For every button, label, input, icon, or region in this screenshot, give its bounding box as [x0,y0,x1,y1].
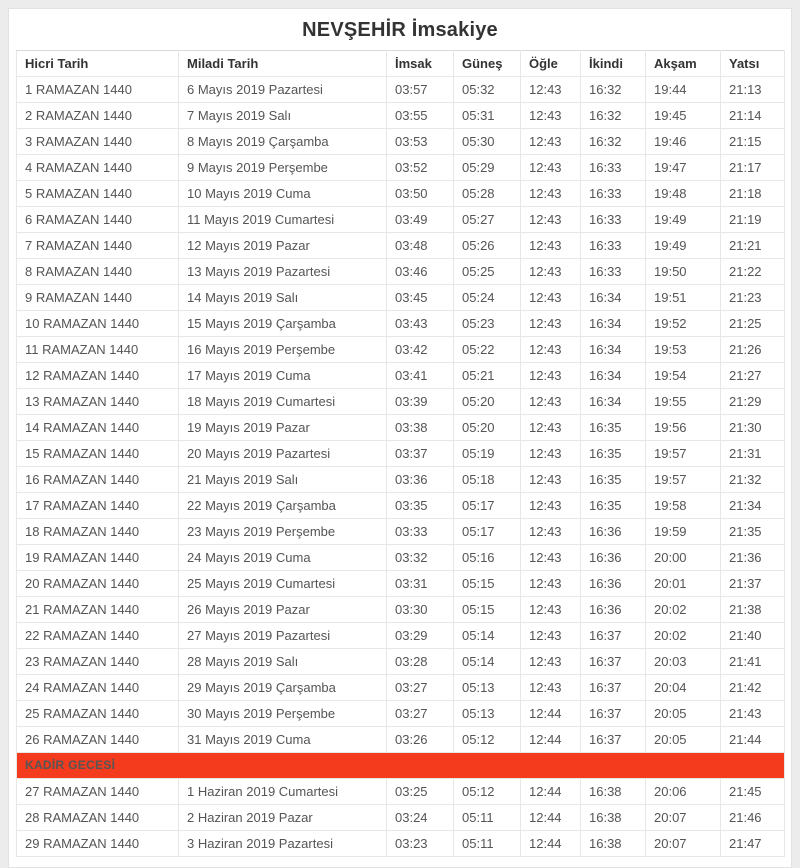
cell-gunes: 05:11 [454,805,521,831]
table-header-row [17,51,785,77]
cell-gunes: 05:12 [454,727,521,753]
column-header-2: İmsak [387,51,454,77]
cell-ogle: 12:43 [521,623,581,649]
cell-imsak: 03:36 [387,467,454,493]
cell-miladi: 20 Mayıs 2019 Pazartesi [179,441,387,467]
cell-miladi: 17 Mayıs 2019 Cuma [179,363,387,389]
cell-ogle: 12:43 [521,259,581,285]
cell-ikindi: 16:37 [581,649,646,675]
cell-gunes: 05:18 [454,467,521,493]
cell-ikindi: 16:34 [581,311,646,337]
cell-yatsi: 21:45 [721,779,785,805]
cell-imsak: 03:38 [387,415,454,441]
cell-imsak: 03:52 [387,155,454,181]
cell-aksam: 20:07 [646,831,721,857]
cell-aksam: 19:48 [646,181,721,207]
cell-ogle: 12:43 [521,389,581,415]
table-row [17,779,785,805]
cell-yatsi: 21:37 [721,571,785,597]
column-header-3: Güneş [454,51,521,77]
cell-yatsi: 21:18 [721,181,785,207]
cell-imsak: 03:43 [387,311,454,337]
cell-miladi: 19 Mayıs 2019 Pazar [179,415,387,441]
cell-gunes: 05:31 [454,103,521,129]
cell-hicri: 7 RAMAZAN 1440 [17,233,179,259]
cell-aksam: 19:47 [646,155,721,181]
cell-aksam: 19:56 [646,415,721,441]
table-row [17,415,785,441]
table-row [17,103,785,129]
cell-yatsi: 21:42 [721,675,785,701]
cell-aksam: 19:54 [646,363,721,389]
cell-miladi: 6 Mayıs 2019 Pazartesi [179,77,387,103]
cell-yatsi: 21:38 [721,597,785,623]
table-row [17,233,785,259]
cell-miladi: 21 Mayıs 2019 Salı [179,467,387,493]
cell-yatsi: 21:47 [721,831,785,857]
cell-ogle: 12:43 [521,363,581,389]
cell-aksam: 19:49 [646,207,721,233]
cell-aksam: 20:02 [646,597,721,623]
cell-gunes: 05:17 [454,519,521,545]
cell-imsak: 03:50 [387,181,454,207]
cell-miladi: 7 Mayıs 2019 Salı [179,103,387,129]
cell-imsak: 03:27 [387,701,454,727]
cell-yatsi: 21:41 [721,649,785,675]
cell-ogle: 12:43 [521,415,581,441]
cell-aksam: 19:58 [646,493,721,519]
cell-hicri: 27 RAMAZAN 1440 [17,779,179,805]
cell-hicri: 16 RAMAZAN 1440 [17,467,179,493]
cell-miladi: 11 Mayıs 2019 Cumartesi [179,207,387,233]
cell-miladi: 12 Mayıs 2019 Pazar [179,233,387,259]
cell-hicri: 8 RAMAZAN 1440 [17,259,179,285]
cell-imsak: 03:42 [387,337,454,363]
cell-miladi: 22 Mayıs 2019 Çarşamba [179,493,387,519]
cell-hicri: 25 RAMAZAN 1440 [17,701,179,727]
cell-imsak: 03:27 [387,675,454,701]
page-title: NEVŞEHİR İmsakiye [302,19,498,41]
cell-ikindi: 16:36 [581,545,646,571]
cell-imsak: 03:28 [387,649,454,675]
cell-aksam: 19:55 [646,389,721,415]
table-row [17,181,785,207]
cell-ikindi: 16:35 [581,441,646,467]
cell-gunes: 05:19 [454,441,521,467]
cell-aksam: 20:00 [646,545,721,571]
table-row [17,519,785,545]
cell-ikindi: 16:33 [581,233,646,259]
cell-imsak: 03:55 [387,103,454,129]
cell-miladi: 23 Mayıs 2019 Perşembe [179,519,387,545]
table-row [17,701,785,727]
cell-ogle: 12:43 [521,571,581,597]
cell-miladi: 2 Haziran 2019 Pazar [179,805,387,831]
cell-ikindi: 16:37 [581,623,646,649]
cell-miladi: 24 Mayıs 2019 Cuma [179,545,387,571]
cell-ikindi: 16:36 [581,597,646,623]
cell-gunes: 05:24 [454,285,521,311]
cell-aksam: 19:49 [646,233,721,259]
cell-gunes: 05:15 [454,571,521,597]
cell-aksam: 20:07 [646,805,721,831]
cell-hicri: 4 RAMAZAN 1440 [17,155,179,181]
cell-aksam: 19:57 [646,467,721,493]
cell-ikindi: 16:32 [581,77,646,103]
cell-gunes: 05:13 [454,701,521,727]
table-row [17,311,785,337]
cell-ikindi: 16:36 [581,519,646,545]
cell-hicri: 14 RAMAZAN 1440 [17,415,179,441]
cell-hicri: 9 RAMAZAN 1440 [17,285,179,311]
cell-ogle: 12:43 [521,103,581,129]
cell-miladi: 25 Mayıs 2019 Cumartesi [179,571,387,597]
cell-aksam: 20:03 [646,649,721,675]
cell-aksam: 20:02 [646,623,721,649]
cell-hicri: 17 RAMAZAN 1440 [17,493,179,519]
cell-ikindi: 16:35 [581,415,646,441]
table-row [17,571,785,597]
cell-miladi: 15 Mayıs 2019 Çarşamba [179,311,387,337]
table-row [17,831,785,857]
cell-ikindi: 16:35 [581,467,646,493]
column-header-5: İkindi [581,51,646,77]
cell-imsak: 03:33 [387,519,454,545]
cell-gunes: 05:26 [454,233,521,259]
cell-gunes: 05:17 [454,493,521,519]
table-row [17,441,785,467]
cell-ogle: 12:43 [521,337,581,363]
cell-miladi: 14 Mayıs 2019 Salı [179,285,387,311]
imsakiye-table [16,50,785,857]
cell-yatsi: 21:43 [721,701,785,727]
table-row [17,155,785,181]
cell-ogle: 12:43 [521,181,581,207]
cell-aksam: 19:45 [646,103,721,129]
cell-gunes: 05:21 [454,363,521,389]
cell-aksam: 19:44 [646,77,721,103]
cell-yatsi: 21:25 [721,311,785,337]
table-row [17,649,785,675]
cell-ogle: 12:43 [521,129,581,155]
cell-ikindi: 16:37 [581,675,646,701]
cell-ikindi: 16:38 [581,831,646,857]
cell-ogle: 12:43 [521,77,581,103]
cell-hicri: 28 RAMAZAN 1440 [17,805,179,831]
cell-yatsi: 21:15 [721,129,785,155]
cell-aksam: 19:51 [646,285,721,311]
cell-yatsi: 21:32 [721,467,785,493]
table-row [17,467,785,493]
cell-hicri: 6 RAMAZAN 1440 [17,207,179,233]
cell-yatsi: 21:23 [721,285,785,311]
cell-miladi: 1 Haziran 2019 Cumartesi [179,779,387,805]
cell-gunes: 05:16 [454,545,521,571]
cell-aksam: 19:59 [646,519,721,545]
cell-hicri: 29 RAMAZAN 1440 [17,831,179,857]
cell-yatsi: 21:22 [721,259,785,285]
cell-gunes: 05:11 [454,831,521,857]
cell-ikindi: 16:33 [581,155,646,181]
cell-aksam: 20:05 [646,727,721,753]
cell-ikindi: 16:37 [581,701,646,727]
cell-miladi: 16 Mayıs 2019 Perşembe [179,337,387,363]
cell-ikindi: 16:34 [581,363,646,389]
column-header-0: Hicri Tarih [17,51,179,77]
cell-imsak: 03:53 [387,129,454,155]
cell-aksam: 19:52 [646,311,721,337]
cell-miladi: 8 Mayıs 2019 Çarşamba [179,129,387,155]
cell-imsak: 03:37 [387,441,454,467]
cell-ogle: 12:43 [521,155,581,181]
cell-miladi: 18 Mayıs 2019 Cumartesi [179,389,387,415]
cell-ogle: 12:43 [521,649,581,675]
cell-miladi: 27 Mayıs 2019 Pazartesi [179,623,387,649]
cell-yatsi: 21:21 [721,233,785,259]
cell-hicri: 3 RAMAZAN 1440 [17,129,179,155]
cell-gunes: 05:13 [454,675,521,701]
cell-yatsi: 21:30 [721,415,785,441]
table-row [17,207,785,233]
cell-ikindi: 16:34 [581,389,646,415]
cell-imsak: 03:24 [387,805,454,831]
cell-gunes: 05:27 [454,207,521,233]
cell-ogle: 12:43 [521,597,581,623]
cell-gunes: 05:29 [454,155,521,181]
cell-hicri: 10 RAMAZAN 1440 [17,311,179,337]
cell-ikindi: 16:38 [581,805,646,831]
table-row [17,623,785,649]
cell-gunes: 05:32 [454,77,521,103]
cell-gunes: 05:23 [454,311,521,337]
cell-ogle: 12:44 [521,831,581,857]
table-row [17,597,785,623]
cell-imsak: 03:35 [387,493,454,519]
cell-miladi: 31 Mayıs 2019 Cuma [179,727,387,753]
cell-hicri: 23 RAMAZAN 1440 [17,649,179,675]
cell-ikindi: 16:33 [581,207,646,233]
cell-ogle: 12:44 [521,779,581,805]
cell-yatsi: 21:26 [721,337,785,363]
cell-ogle: 12:44 [521,805,581,831]
cell-ikindi: 16:32 [581,129,646,155]
cell-aksam: 19:46 [646,129,721,155]
cell-miladi: 28 Mayıs 2019 Salı [179,649,387,675]
cell-aksam: 19:57 [646,441,721,467]
cell-yatsi: 21:44 [721,727,785,753]
cell-yatsi: 21:13 [721,77,785,103]
cell-yatsi: 21:34 [721,493,785,519]
cell-yatsi: 21:31 [721,441,785,467]
cell-imsak: 03:41 [387,363,454,389]
cell-ogle: 12:43 [521,545,581,571]
cell-imsak: 03:25 [387,779,454,805]
cell-aksam: 20:04 [646,675,721,701]
cell-imsak: 03:29 [387,623,454,649]
cell-hicri: 20 RAMAZAN 1440 [17,571,179,597]
cell-miladi: 10 Mayıs 2019 Cuma [179,181,387,207]
cell-yatsi: 21:27 [721,363,785,389]
cell-aksam: 19:53 [646,337,721,363]
table-row [17,389,785,415]
cell-ikindi: 16:32 [581,103,646,129]
cell-imsak: 03:26 [387,727,454,753]
cell-miladi: 29 Mayıs 2019 Çarşamba [179,675,387,701]
cell-yatsi: 21:36 [721,545,785,571]
cell-yatsi: 21:40 [721,623,785,649]
table-row [17,285,785,311]
cell-gunes: 05:14 [454,623,521,649]
cell-yatsi: 21:46 [721,805,785,831]
cell-hicri: 12 RAMAZAN 1440 [17,363,179,389]
cell-gunes: 05:20 [454,415,521,441]
column-header-6: Akşam [646,51,721,77]
cell-ikindi: 16:36 [581,571,646,597]
cell-yatsi: 21:35 [721,519,785,545]
table-row [17,129,785,155]
cell-hicri: 19 RAMAZAN 1440 [17,545,179,571]
cell-ogle: 12:43 [521,493,581,519]
cell-ogle: 12:44 [521,727,581,753]
cell-hicri: 13 RAMAZAN 1440 [17,389,179,415]
cell-yatsi: 21:19 [721,207,785,233]
cell-imsak: 03:31 [387,571,454,597]
cell-ikindi: 16:33 [581,181,646,207]
cell-ikindi: 16:35 [581,493,646,519]
table-row [17,675,785,701]
table-row [17,545,785,571]
cell-hicri: 15 RAMAZAN 1440 [17,441,179,467]
cell-ogle: 12:43 [521,467,581,493]
cell-ikindi: 16:38 [581,779,646,805]
cell-imsak: 03:32 [387,545,454,571]
column-header-7: Yatsı [721,51,785,77]
cell-hicri: 11 RAMAZAN 1440 [17,337,179,363]
table-row [17,259,785,285]
cell-gunes: 05:25 [454,259,521,285]
cell-imsak: 03:49 [387,207,454,233]
cell-ogle: 12:44 [521,701,581,727]
table-row [17,363,785,389]
table-row [17,805,785,831]
cell-imsak: 03:57 [387,77,454,103]
cell-hicri: 22 RAMAZAN 1440 [17,623,179,649]
cell-aksam: 20:06 [646,779,721,805]
cell-imsak: 03:23 [387,831,454,857]
cell-imsak: 03:30 [387,597,454,623]
column-header-4: Öğle [521,51,581,77]
column-header-1: Miladi Tarih [179,51,387,77]
cell-ikindi: 16:34 [581,337,646,363]
cell-yatsi: 21:14 [721,103,785,129]
cell-hicri: 26 RAMAZAN 1440 [17,727,179,753]
cell-imsak: 03:46 [387,259,454,285]
cell-hicri: 18 RAMAZAN 1440 [17,519,179,545]
table-row [17,337,785,363]
cell-gunes: 05:14 [454,649,521,675]
cell-ogle: 12:43 [521,233,581,259]
cell-miladi: 13 Mayıs 2019 Pazartesi [179,259,387,285]
cell-yatsi: 21:29 [721,389,785,415]
cell-ogle: 12:43 [521,441,581,467]
cell-imsak: 03:39 [387,389,454,415]
table-row [17,727,785,753]
cell-ogle: 12:43 [521,285,581,311]
cell-imsak: 03:45 [387,285,454,311]
cell-gunes: 05:12 [454,779,521,805]
cell-hicri: 24 RAMAZAN 1440 [17,675,179,701]
kadir-gecesi-row [17,753,785,779]
cell-hicri: 5 RAMAZAN 1440 [17,181,179,207]
cell-ogle: 12:43 [521,675,581,701]
table-row [17,493,785,519]
cell-ikindi: 16:33 [581,259,646,285]
cell-ikindi: 16:37 [581,727,646,753]
cell-miladi: 9 Mayıs 2019 Perşembe [179,155,387,181]
cell-hicri: 21 RAMAZAN 1440 [17,597,179,623]
cell-gunes: 05:22 [454,337,521,363]
cell-aksam: 20:05 [646,701,721,727]
cell-gunes: 05:20 [454,389,521,415]
cell-miladi: 30 Mayıs 2019 Perşembe [179,701,387,727]
cell-miladi: 26 Mayıs 2019 Pazar [179,597,387,623]
cell-ikindi: 16:34 [581,285,646,311]
cell-gunes: 05:28 [454,181,521,207]
cell-ogle: 12:43 [521,311,581,337]
cell-gunes: 05:15 [454,597,521,623]
cell-hicri: 1 RAMAZAN 1440 [17,77,179,103]
cell-imsak: 03:48 [387,233,454,259]
cell-hicri: 2 RAMAZAN 1440 [17,103,179,129]
imsakiye-card [8,8,792,868]
kadir-gecesi-label: KADİR GECESİ [17,753,785,779]
table-row [17,77,785,103]
cell-yatsi: 21:17 [721,155,785,181]
cell-miladi: 3 Haziran 2019 Pazartesi [179,831,387,857]
cell-aksam: 19:50 [646,259,721,285]
cell-aksam: 20:01 [646,571,721,597]
cell-gunes: 05:30 [454,129,521,155]
cell-ogle: 12:43 [521,207,581,233]
cell-ogle: 12:43 [521,519,581,545]
